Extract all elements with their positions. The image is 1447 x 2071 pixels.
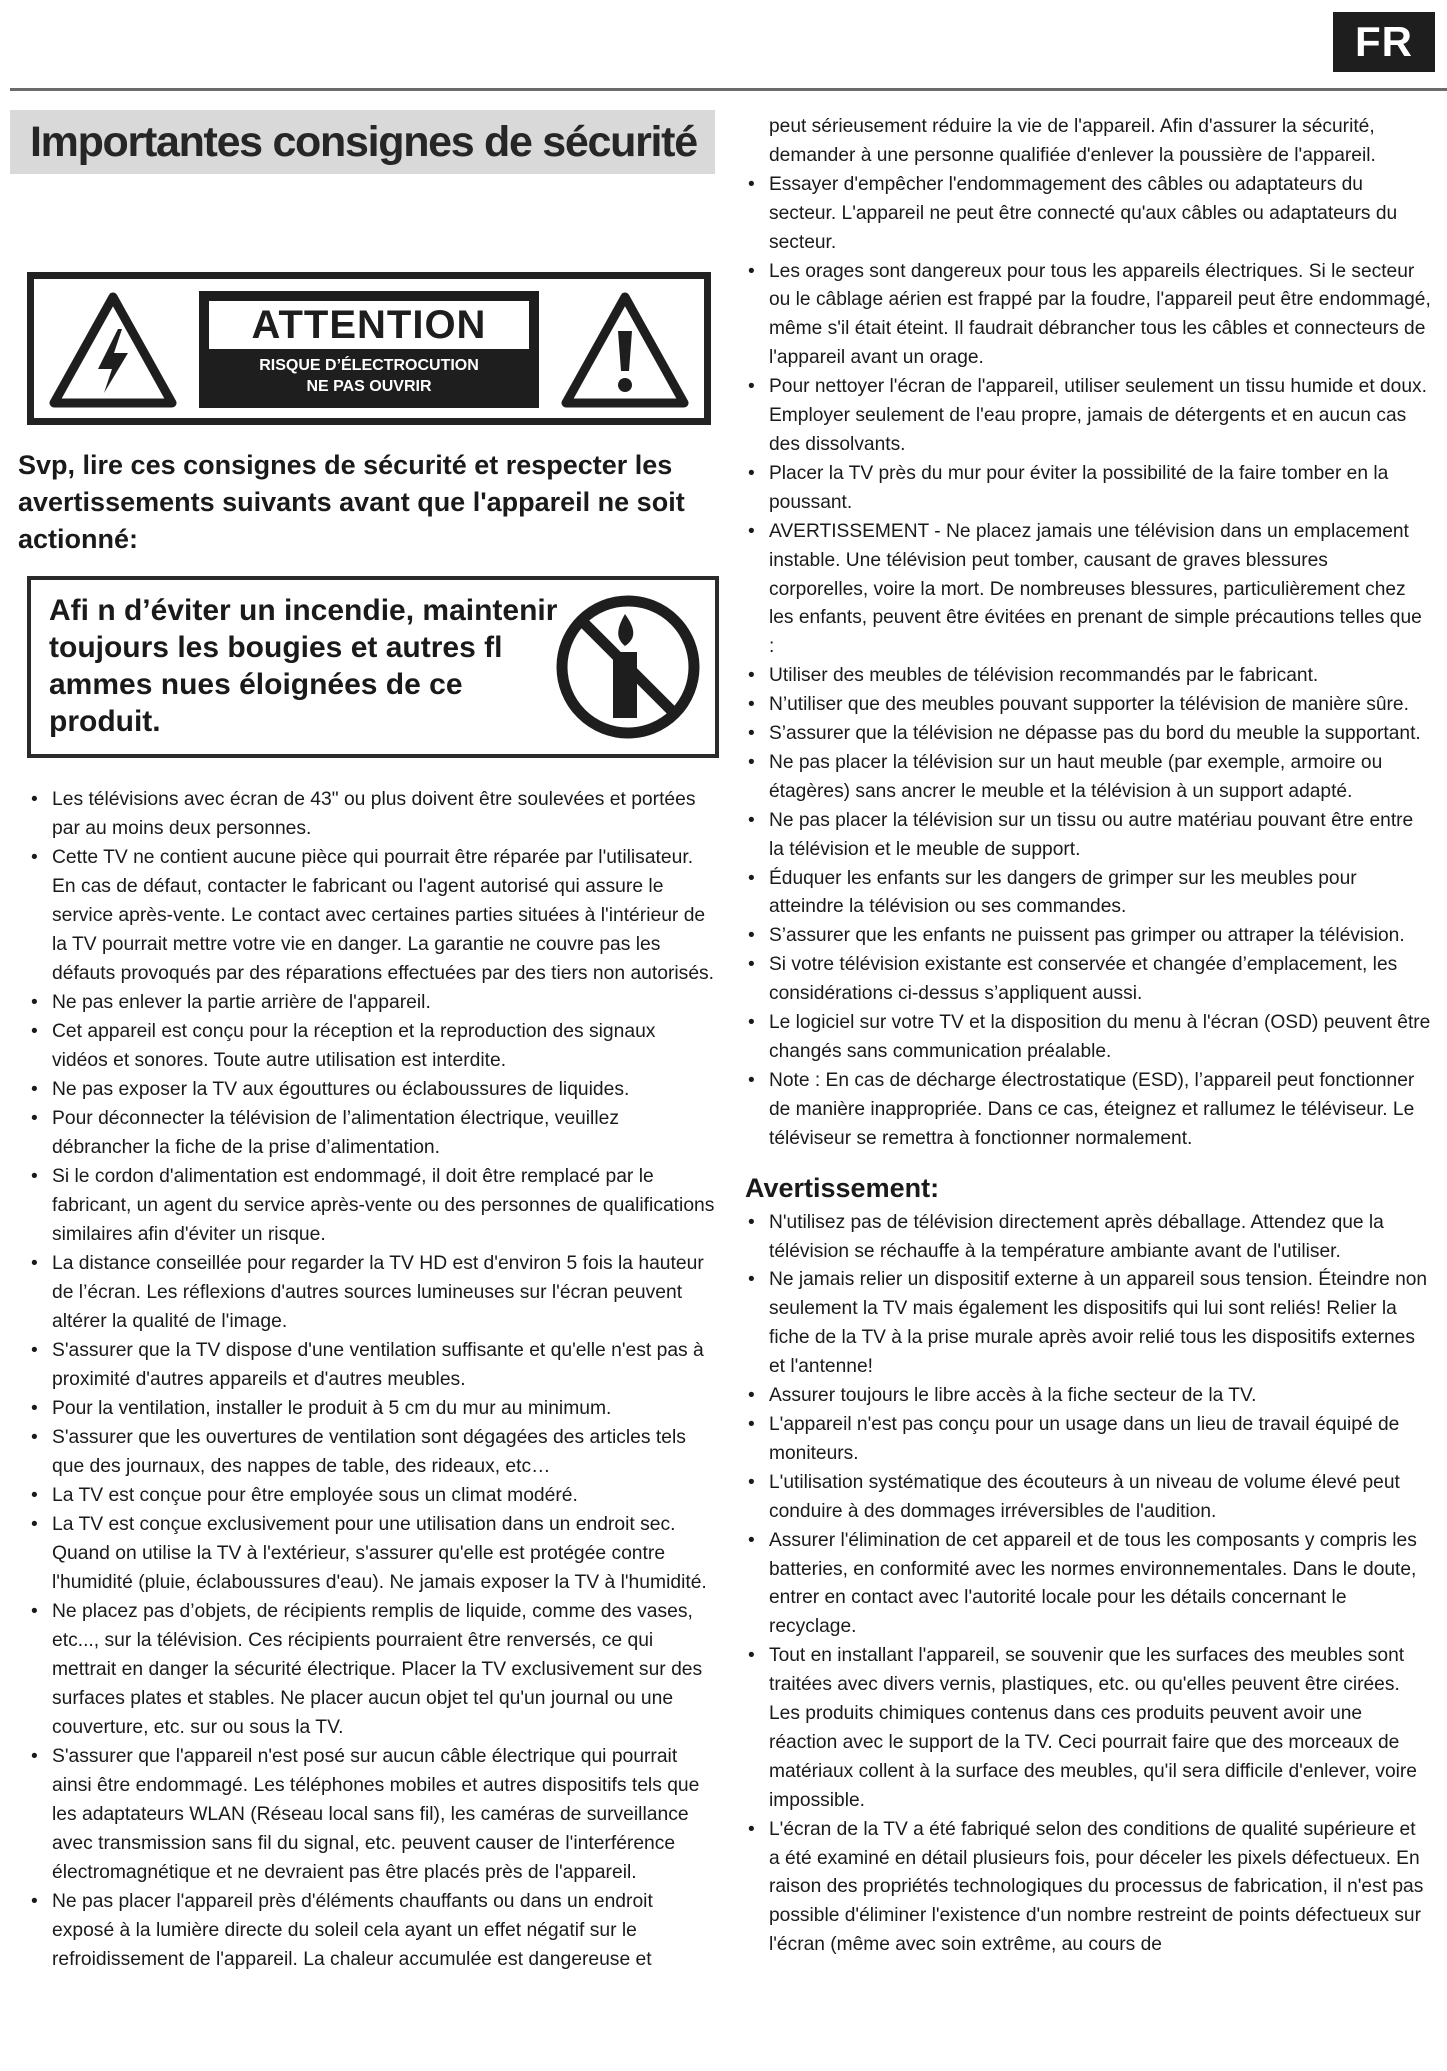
language-badge	[1333, 12, 1435, 72]
list-item: • AVERTISSEMENT - Ne placez jamais une télévision dans un emplacement instable. Une télévision peut tomber, causant de graves blessures corporelles, voire la mort. De nombreuses blessures, particulièrement chez les enfants, peuvent être évitées en prenant de simple précautions telles que :	[743, 518, 1431, 663]
list-item: • Assurer l'élimination de cet appareil et de tous les composants y compris les batteries, en conformité avec les normes environnementales. Dans le doute, entrer en contact avec l'autorité locale pour les détails concernant le recyclage.	[743, 1527, 1431, 1643]
list-item: • Ne placez pas d’objets, de récipients remplis de liquide, comme des vases, etc..., sur la télévision. Ces récipients pourraient être renversés, ce qui mettrait en danger la sécurité électrique. Placer la TV exclusivement sur des surfaces plates et stables. Ne placer aucun objet tel qu'un journal ou une couverture, etc. sur ou sous la TV.	[26, 1597, 715, 1742]
list-item: • S'assurer que les ouvertures de ventilation sont dégagées des articles tels que des journaux, des nappes de table, des rideaux, etc…	[26, 1423, 715, 1481]
continued-paragraph: peut sérieusement réduire la vie de l'appareil. Afin d'assurer la sécurité, demander à une personne qualifiée d'enlever la poussière de l'appareil.	[769, 116, 1376, 166]
list-item: • L'utilisation systématique des écouteurs à un niveau de volume élevé peut conduire à des dommages irréversibles de l'audition.	[743, 1469, 1431, 1527]
warning-list	[743, 1209, 1431, 1961]
list-item: • Placer la TV près du mur pour éviter la possibilité de la faire tomber en la poussant.	[743, 460, 1431, 518]
fire-notice-text: Afi n d’éviter un incendie, maintenir toujours les bougies et autres fl ammes nues éloignées de ce produit.	[49, 594, 558, 738]
list-item: • Si votre télévision existante est conservée et changée d’emplacement, les considérations ci-dessus s’appliquent aussi.	[743, 951, 1431, 1009]
list-item: • Tout en installant l'appareil, se souvenir que les surfaces des meubles sont traitées avec divers vernis, plastiques, etc. ou qu'elles peuvent être cirées. Les produits chimiques contenus dans ces produits peuvent avoir une réaction avec le support de la TV. Ceci pourrait faire que des morceaux de matériaux collent à la surface des meubles, qu'il sera difficile d'enlever, voire impossible.	[743, 1642, 1431, 1815]
list-item: • Cet appareil est conçu pour la réception et la reproduction des signaux vidéos et sonores. Toute autre utilisation est interdite.	[26, 1017, 715, 1075]
intro-text: Svp, lire ces consignes de sécurité et respecter les avertissements suivants avant que l'appareil ne soit actionné:	[18, 450, 685, 554]
list-item: • L'écran de la TV a été fabriqué selon des conditions de qualité supérieure et a été examiné en détail plusieurs fois, pour déceler les pixels défectueux. En raison des propriétés technologiques du processus de fabrication, il n'est pas possible d'éliminer l'existence d'un nombre restreint de points défectueux sur l'écran (même avec soin extrême, au cours de	[743, 1816, 1431, 1961]
right-column	[743, 113, 1431, 1960]
page-title: Importantes consignes de sécurité	[30, 117, 697, 166]
list-item: • Essayer d'empêcher l'endommagement des câbles ou adaptateurs du secteur. L'appareil ne peut être connecté qu'aux câbles ou adaptateurs du secteur.	[743, 171, 1431, 258]
list-item: • Pour déconnecter la télévision de l’alimentation électrique, veuillez débrancher la fiche de la prise d’alimentation.	[26, 1104, 715, 1162]
left-column	[10, 110, 715, 1974]
exclamation-warning-icon	[560, 291, 690, 409]
header-divider	[10, 88, 1447, 91]
list-item: • Les télévisions avec écran de 43" ou plus doivent être soulevées et portées par au moins deux personnes.	[26, 785, 715, 843]
list-item: • Éduquer les enfants sur les dangers de grimper sur les meubles pour atteindre la télévision ou ses commandes.	[743, 865, 1431, 923]
no-open-flame-icon	[553, 592, 703, 742]
list-item: • Ne pas placer la télévision sur un tissu ou autre matériau pouvant être entre la télévision et le meuble de support.	[743, 807, 1431, 865]
list-item: • S’assurer que la télévision ne dépasse pas du bord du meuble la supportant.	[743, 720, 1431, 749]
list-item: • Note : En cas de décharge électrostatique (ESD), l’appareil peut fonctionner de manière inappropriée. Dans ce cas, éteignez et rallumez le téléviseur. Le téléviseur se remettra à fonctionner normalement.	[743, 1067, 1431, 1154]
list-item: • N’utiliser que des meubles pouvant supporter la télévision de manière sûre.	[743, 691, 1431, 720]
list-item: • Ne pas exposer la TV aux égouttures ou éclaboussures de liquides.	[26, 1075, 715, 1104]
list-item: • S'assurer que l'appareil n'est posé sur aucun câble électrique qui pourrait ainsi être endommagé. Les téléphones mobiles et autres dispositifs tels que les adaptateurs WLAN (Réseau local sans fil), les caméras de surveillance avec transmission sans fil du signal, etc. peuvent causer de l'interférence électromagnétique et ne devraient pas être placés près de l'appareil.	[26, 1742, 715, 1887]
list-item: • Si le cordon d'alimentation est endommagé, il doit être remplacé par le fabricant, un agent du service après-vente ou des personnes de qualifications similaires afin d'éviter un risque.	[26, 1162, 715, 1249]
list-item: • Pour la ventilation, installer le produit à 5 cm du mur au minimum.	[26, 1394, 715, 1423]
lightning-warning-icon	[48, 291, 178, 409]
attention-panel	[199, 291, 539, 408]
title-bar	[10, 110, 715, 174]
right-safety-list	[743, 171, 1431, 1154]
list-item: • Ne jamais relier un dispositif externe à un appareil sous tension. Éteindre non seulement la TV mais également les dispositifs qui lui sont reliés! Relier la fiche de la TV à la prise murale après avoir relié tous les dispositifs externes et l'antenne!	[743, 1266, 1431, 1382]
fire-notice-box	[27, 576, 719, 758]
left-safety-list	[26, 785, 715, 1974]
list-item: • Pour nettoyer l'écran de l'appareil, utiliser seulement un tissu humide et doux. Employer seulement de l'eau propre, jamais de détergents et en aucun cas des dissolvants.	[743, 373, 1431, 460]
do-not-open-text: NE PAS OUVRIR	[306, 378, 432, 395]
list-item: • La TV est conçue exclusivement pour une utilisation dans un endroit sec. Quand on utilise la TV à l'extérieur, s'assurer qu'elle est protégée contre l'humidité (pluie, éclaboussures d'eau). Ne jamais exposer la TV à l'humidité.	[26, 1510, 715, 1597]
list-item: • S’assurer que les enfants ne puissent pas grimper ou attraper la télévision.	[743, 922, 1431, 951]
list-item: • Les orages sont dangereux pour tous les appareils électriques. Si le secteur ou le câblage aérien est frappé par la foudre, l'appareil peut être endommagé, même s'il était éteint. Il faudrait débrancher tous les câbles et connecteurs de l'appareil avant un orage.	[743, 258, 1431, 374]
list-item: • S'assurer que la TV dispose d'une ventilation suffisante et qu'elle n'est pas à proximité d'autres appareils et d'autres meubles.	[26, 1336, 715, 1394]
list-item: • Cette TV ne contient aucune pièce qui pourrait être réparée par l'utilisateur. En cas de défaut, contacter le fabricant ou l'agent autorisé qui assure le service après-vente. Le contact avec certaines parties situées à l'intérieur de la TV pourrait mettre votre vie en danger. La garantie ne couvre pas les défauts provoqués par des réparations effectuées par des tiers non autorisés.	[26, 843, 715, 988]
list-item: • Ne pas enlever la partie arrière de l'appareil.	[26, 988, 715, 1017]
list-item: • La distance conseillée pour regarder la TV HD est d'environ 5 fois la hauteur de l’écran. Les réflexions d'autres sources lumineuses sur l'écran peuvent altérer la qualité de l'image.	[26, 1249, 715, 1336]
list-item: • La TV est conçue pour être employée sous un climat modéré.	[26, 1481, 715, 1510]
list-item: • Ne pas placer la télévision sur un haut meuble (par exemple, armoire ou étagères) sans ancrer le meuble et la télévision à un support adapté.	[743, 749, 1431, 807]
shock-warning-label	[27, 272, 711, 425]
list-item: • L'appareil n'est pas conçu pour un usage dans un lieu de travail équipé de moniteurs.	[743, 1411, 1431, 1469]
list-item: • Ne pas placer l'appareil près d'éléments chauffants ou dans un endroit exposé à la lumière directe du soleil cela ayant un effet négatif sur le refroidissement de l'appareil. La chaleur accumulée est dangereuse et	[26, 1887, 715, 1974]
list-item: • Le logiciel sur votre TV et la disposition du menu à l'écran (OSD) peuvent être changés sans communication préalable.	[743, 1009, 1431, 1067]
language-code: FR	[1355, 18, 1413, 65]
shock-risk-text: RISQUE D’ÉLECTROCUTION	[259, 357, 479, 374]
list-item: • N'utilisez pas de télévision directement après déballage. Attendez que la télévision se réchauffe à la température ambiante avant de l'utiliser.	[743, 1209, 1431, 1267]
attention-heading: ATTENTION	[209, 301, 529, 349]
list-item: • Utiliser des meubles de télévision recommandés par le fabricant.	[743, 662, 1431, 691]
list-item: • Assurer toujours le libre accès à la fiche secteur de la TV.	[743, 1382, 1431, 1411]
warning-section-heading: Avertissement:	[745, 1172, 940, 1203]
